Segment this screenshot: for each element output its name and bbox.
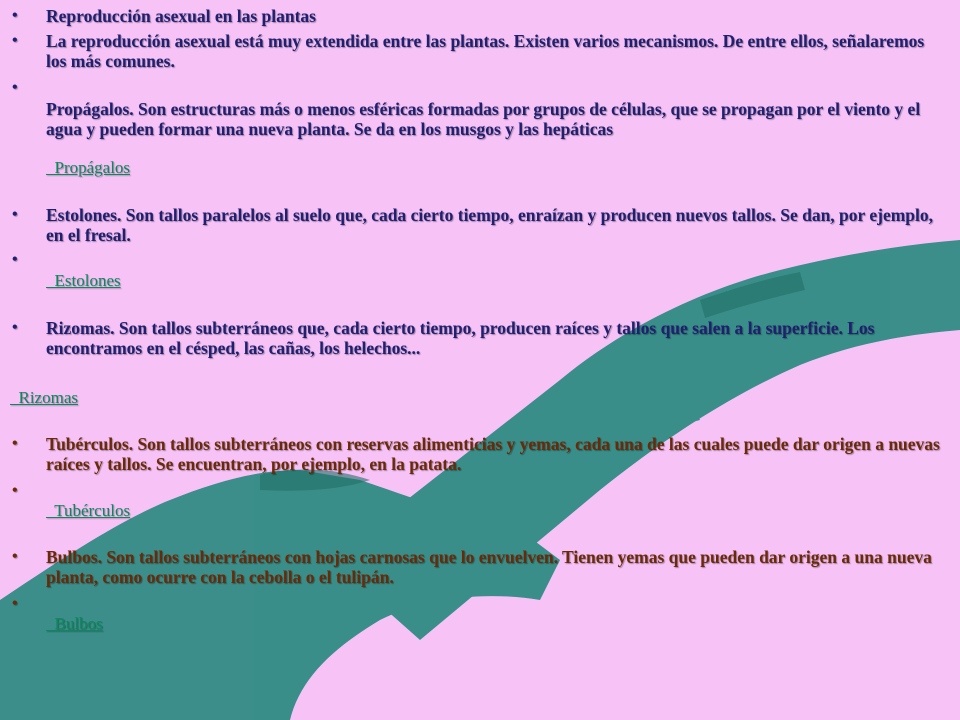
bulbos-term: Bulbos	[46, 547, 98, 567]
bulbos-link[interactable]: Bulbos	[46, 614, 103, 633]
intro-text: La reproducción asexual está muy extendida entre las plantas. Existen varios mecanismos. De entre ellos, señalaremos los más comunes.	[46, 31, 925, 71]
tuberculos-term: Tubérculos	[46, 434, 129, 454]
bullet: •	[12, 319, 18, 336]
rizomas-text: . Son tallos subterráneos que, cada cierto tiempo, producen raíces y tallos que salen a la superficie. Los encontramos en el césped, las cañas, los helechos...	[46, 318, 875, 358]
estolones-term: Estolones	[46, 205, 117, 225]
estolones-item	[12, 205, 946, 245]
tuberculos-link[interactable]: Tubérculos	[46, 501, 131, 520]
propagulos-link[interactable]: Propágalos	[46, 158, 131, 177]
bullet: •	[12, 482, 18, 499]
bullet: •	[12, 435, 18, 452]
bullet: •	[12, 206, 18, 223]
bullet: •	[12, 7, 18, 24]
propagulos-term: Propágalos	[46, 99, 130, 119]
title-item	[12, 6, 946, 26]
estolones-text: . Son tallos paralelos al suelo que, cada cierto tiempo, enraízan y producen nuevos tallos. Se dan, por ejemplo, en el fresal.	[46, 205, 934, 245]
rizomas-link[interactable]: Rizomas	[10, 388, 78, 407]
bullet: •	[12, 251, 18, 268]
bullet: •	[12, 32, 18, 49]
slide-title: Reproducción asexual en las plantas	[46, 6, 316, 26]
bulbos-text: . Son tallos subterráneos con hojas carnosas que lo envuelven. Tienen yemas que pueden dar origen a una nueva planta, como ocurre con la cebolla o el tulipán.	[46, 547, 932, 587]
bullet: •	[12, 595, 18, 612]
intro-item	[12, 31, 946, 71]
estolones-link[interactable]: Estolones	[46, 271, 121, 290]
bullet: •	[12, 79, 18, 96]
rizomas-item	[12, 318, 946, 358]
tuberculos-text: . Son tallos subterráneos con reservas alimenticias y yemas, cada una de las cuales puede dar origen a nuevas raíces y tallos. Se encuentran, por ejemplo, en la patata.	[46, 434, 940, 474]
propagulos-text: . Son estructuras más o menos esféricas formadas por grupos de células, que se propagan por el viento y el agua y pueden formar una nueva planta. Se da en los musgos y las hepáticas	[46, 99, 921, 139]
bulbos-item	[12, 547, 946, 587]
tuberculos-item	[12, 434, 946, 474]
bullet: •	[12, 548, 18, 565]
propagulos-item	[46, 99, 946, 139]
rizomas-term: Rizomas	[46, 318, 111, 338]
